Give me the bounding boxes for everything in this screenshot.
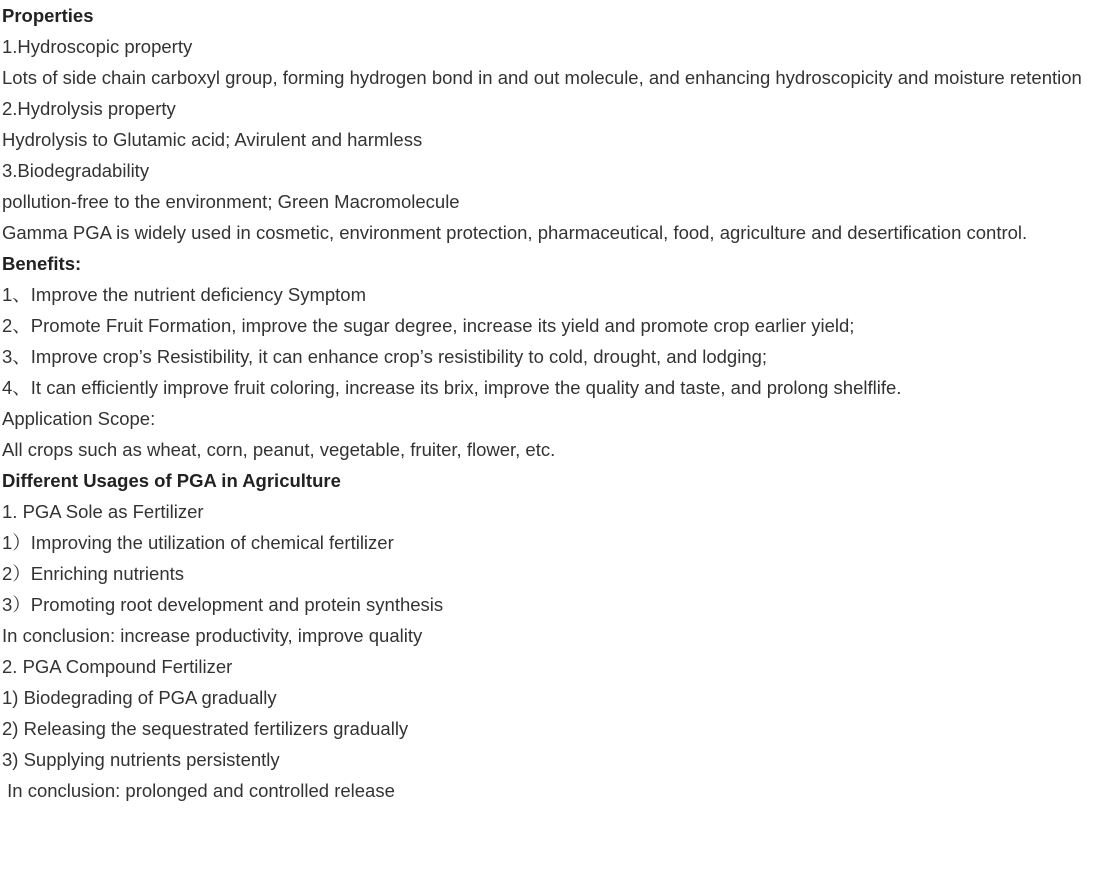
benefit-item-4: 4、It can efficiently improve fruit coloring, increase its brix, improve the quality and taste, and prolong shelflife. — [2, 377, 902, 398]
compound-item-1: 1) Biodegrading of PGA gradually — [2, 687, 277, 708]
sole-item-3: 3）Promoting root development and protein synthesis — [2, 594, 444, 615]
sole-item-1: 1）Improving the utilization of chemical fertilizer — [2, 532, 394, 553]
property-1-title: 1.Hydroscopic property — [2, 36, 193, 57]
property-3-text: pollution-free to the environment; Green Macromolecule — [2, 191, 460, 212]
compound-item-3: 3) Supplying nutrients persistently — [2, 749, 280, 770]
benefit-item-3: 3、Improve crop’s Resistibility, it can enhance crop’s resistibility to cold, drought, and lodging; — [2, 346, 768, 367]
usage-summary: Gamma PGA is widely used in cosmetic, environment protection, pharmaceutical, food, agriculture and desertification control. — [2, 222, 1028, 243]
sole-conclusion: In conclusion: increase productivity, improve quality — [2, 625, 423, 646]
compound-fertilizer-title: 2. PGA Compound Fertilizer — [2, 656, 233, 677]
scope-heading: Application Scope: — [2, 408, 156, 429]
properties-heading: Properties — [2, 5, 94, 26]
compound-conclusion: In conclusion: prolonged and controlled release — [2, 780, 395, 801]
property-2-text: Hydrolysis to Glutamic acid; Avirulent and harmless — [2, 129, 423, 150]
property-2-title: 2.Hydrolysis property — [2, 98, 176, 119]
benefits-heading: Benefits: — [2, 253, 82, 274]
benefit-item-1: 1、Improve the nutrient deficiency Symptom — [2, 284, 366, 305]
sole-fertilizer-title: 1. PGA Sole as Fertilizer — [2, 501, 204, 522]
property-1-text: Lots of side chain carboxyl group, forming hydrogen bond in and out molecule, and enhancing hydroscopicity and moisture retention — [2, 67, 1082, 88]
benefit-item-2: 2、Promote Fruit Formation, improve the sugar degree, increase its yield and promote crop earlier yield; — [2, 315, 855, 336]
sole-item-2: 2）Enriching nutrients — [2, 563, 185, 584]
usages-heading: Different Usages of PGA in Agriculture — [2, 470, 341, 491]
compound-item-2: 2) Releasing the sequestrated fertilizers gradually — [2, 718, 409, 739]
scope-text: All crops such as wheat, corn, peanut, vegetable, fruiter, flower, etc. — [2, 439, 556, 460]
property-3-title: 3.Biodegradability — [2, 160, 150, 181]
